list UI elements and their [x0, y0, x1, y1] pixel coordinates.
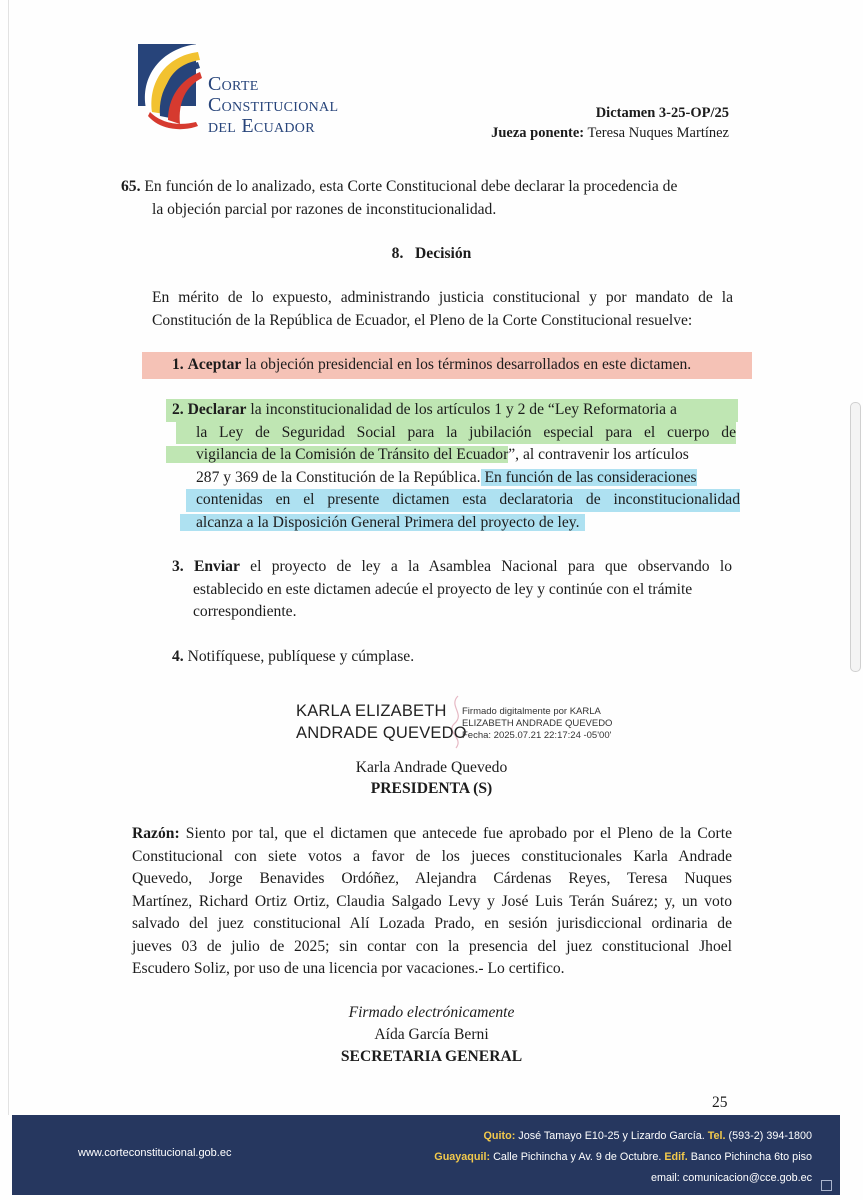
item-2-text-4b: En función de las consideraciones	[480, 468, 697, 486]
website-link[interactable]: www.corteconstitucional.gob.ec	[78, 1147, 232, 1159]
corner-resize-icon	[821, 1180, 832, 1191]
item-3-line-2: establecido en este dictamen adecúe el proyecto de ley y continúe con el trámite	[193, 580, 693, 598]
item-2-text-6: alcanza a la Disposición General Primera del proyecto de ley.	[180, 514, 585, 531]
signature-detail-2: ELIZABETH ANDRADE QUEVEDO	[462, 718, 613, 729]
decision-item-2	[166, 399, 740, 534]
guayaquil-street: Calle Pichincha y Av. 9 de Octubre.	[490, 1151, 665, 1163]
court-logo	[138, 38, 373, 138]
signature-details	[462, 706, 612, 742]
signature-detail-1: Firmado digitalmente por KARLA	[462, 706, 601, 717]
section-title: 8. Decisión	[391, 245, 472, 262]
signer-title: PRESIDENTA (S)	[370, 780, 493, 797]
item-2-line-3	[166, 444, 736, 467]
logo-wordmark	[208, 74, 338, 137]
razon-line-5: salvado del juez constitucional Alí Lozada Prado, en sesión jurisdiccional ordinaria de	[132, 915, 732, 932]
signer-printed-name: Karla Andrade Quevedo	[355, 759, 508, 776]
guayaquil-address	[434, 1147, 812, 1168]
razon-line-2: Constitucional con siete votos a favor de los jueces constitucionales Karla Andrade	[132, 847, 732, 865]
footer-email[interactable]: email: comunicacion@cce.gob.ec	[651, 1172, 812, 1184]
intro-line-2: Constitución de la República de Ecuador, el Pleno de la Corte Constitucional resuelve:	[152, 311, 693, 329]
razon-text-1: Siento por tal, que el dictamen que antecede fue aprobado por el Pleno de la Corte	[179, 825, 732, 842]
razon-line-1	[132, 823, 732, 846]
logo-line-3: del Ecuador	[208, 115, 315, 137]
signature-date: Fecha: 2025.07.21 22:17:24 -05'00'	[462, 730, 612, 741]
tel-number: (593-2) 394-1800	[725, 1130, 812, 1142]
tel-label: Tel.	[707, 1130, 726, 1142]
jueza-name: Teresa Nuques Martínez	[587, 125, 729, 141]
razon-line-3: Quevedo, Jorge Benavides Ordóñez, Alejandra Cárdenas Reyes, Teresa Nuques	[132, 870, 732, 887]
footer-addresses	[434, 1126, 812, 1189]
razon-line-4: Martínez, Richard Ortiz Ortiz, Claudia Salgado Levy y José Luis Terán Suárez; y, un voto	[132, 892, 732, 910]
dictamen-number: Dictamen 3-25-OP/25	[595, 105, 729, 121]
edif-label: Edif.	[664, 1151, 688, 1163]
decision-item-1	[142, 352, 752, 379]
item-2-verb: Declarar	[187, 401, 247, 418]
edif-name: Banco Pichincha 6to piso	[687, 1151, 812, 1163]
guayaquil-label: Guayaquil:	[434, 1151, 491, 1163]
signer-name-line-1: KARLA ELIZABETH	[296, 702, 447, 720]
item-3-verb: Enviar	[193, 558, 240, 575]
item-2-text-4a: 287 y 369 de la Constitución de la República.	[196, 468, 481, 486]
court-emblem-icon	[138, 38, 210, 134]
logo-line-2: Constitucional	[208, 94, 339, 116]
paragraph-65-line-1: En función de lo analizado, esta Corte Constitucional debe declarar la procedencia de	[144, 178, 678, 195]
firmado-electronicamente: Firmado electrónicamente	[348, 1004, 515, 1021]
item-2-line-1	[166, 399, 738, 422]
signer-name-block	[296, 700, 467, 744]
razon-paragraph	[132, 823, 732, 981]
jueza-label: Jueza ponente:	[491, 125, 585, 141]
item-2-line-5: contenidas en el presente dictamen esta declaratoria de inconstitucionalidad	[186, 489, 740, 512]
item-1-verb: Aceptar	[187, 356, 242, 373]
quito-address	[434, 1126, 812, 1147]
paragraph-65	[121, 176, 733, 221]
item-1-text: la objeción presidencial en los términos desarrollados en este dictamen.	[241, 356, 692, 373]
secretary-title: SECRETARIA GENERAL	[340, 1048, 523, 1065]
item-3-number: 3.	[172, 558, 184, 575]
item-2-line-4	[166, 467, 736, 490]
item-2-line-2: la Ley de Seguridad Social para la jubilación especial para el cuerpo de	[176, 422, 736, 445]
page-number: 25	[712, 1094, 728, 1111]
intro-line-1: En mérito de lo expuesto, administrando justicia constitucional y por mandato de la	[152, 289, 733, 306]
decision-item-3	[172, 556, 732, 624]
item-2-text-3b: ”, al contravenir los artículos	[508, 446, 689, 463]
item-2-line-6	[180, 512, 736, 535]
item-3-line-1	[172, 556, 732, 579]
signer-name-line-2: ANDRADE QUEVEDO	[296, 724, 467, 742]
quito-label: Quito:	[483, 1130, 516, 1142]
razon-line-6: jueves 03 de julio de 2025; sin contar con la presencia del juez constitucional Jhoel	[132, 937, 732, 955]
digital-signature	[296, 700, 636, 748]
decision-intro	[152, 287, 733, 332]
item-4-number: 4.	[172, 648, 184, 665]
scrollbar[interactable]	[850, 402, 861, 672]
highlight-red	[142, 352, 752, 379]
paragraph-65-line-2: la objeción parcial por razones de inconstitucionalidad.	[152, 200, 497, 218]
decision-item-4	[172, 646, 732, 669]
secretary-name: Aída García Berni	[374, 1026, 489, 1043]
item-3-text-1: el proyecto de ley a la Asamblea Nacional para que observando lo	[239, 558, 733, 575]
item-2-text-1: la inconstitucionalidad de los artículos 1 y 2 de “Ley Reformatoria a	[246, 401, 677, 418]
razon-label: Razón:	[132, 825, 180, 842]
razon-line-7: Escudero Soliz, por uso de una licencia por vacaciones.- Lo certifico.	[132, 960, 565, 977]
item-2-number: 2.	[172, 401, 184, 418]
page-footer	[12, 1115, 840, 1195]
item-1-number: 1.	[172, 356, 184, 373]
item-4-text: Notifíquese, publíquese y cúmplase.	[187, 648, 415, 665]
quito-street: José Tamayo E10-25 y Lizardo García.	[515, 1130, 708, 1142]
logo-line-1: Corte	[208, 73, 259, 95]
document-header	[491, 103, 729, 143]
item-2-text-3a: vigilancia de la Comisión de Tránsito del Ecuador	[166, 446, 508, 463]
item-3-line-3: correspondiente.	[193, 603, 297, 620]
paragraph-number: 65.	[121, 178, 141, 195]
